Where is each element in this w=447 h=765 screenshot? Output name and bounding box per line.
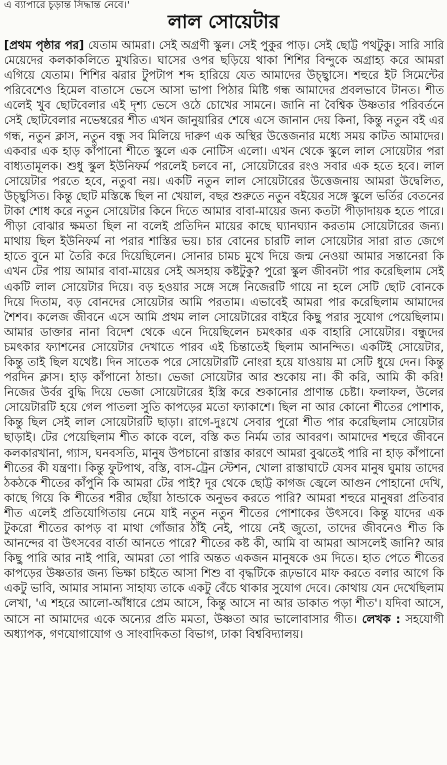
continuation-marker: [প্রথম পৃষ্ঠার পর] — [4, 38, 85, 52]
previous-column-text: এ ব্যাপারে চূড়ান্ত সিদ্ধান্ত নেবে।' — [4, 0, 130, 10]
article-text: যেতাম আমরা। সেই অগ্রণী স্কুল। সেই পুকুর পাড়। সেই ছোট্ট পথটুকু। সারি সারি মেয়েদের কলকাকলিতে মুখরিত। ঘাসের ওপর ছড়িয়ে থাকা শিশির বিন্দুকে অগ্রাহ্য করে আমরা এগিয়ে যেতাম। শিশির ঝরার টুপটাপ শব্দ হারিয়ে যেত আমাদের উচ্ছ্বাসে। শহুরে ইট সিমেন্টের পরিবেশেও হিমেল বাতাসে ভেসে আসা ভাপা পিঠার মিষ্টি গন্ধ আমাদের প্রবলভাবে টানত। শীত এলেই খুব ছোটবেলার এই দৃশ্য ভেসে ওঠে চোখের সামনে। জানি না বৈশ্বিক উষ্ণতার পরিবর্তনে সেই ছোটবেলার নভেম্বরের শীত এখন জানুয়ারির শেষে এসে জানান দেয় কিনা, কিন্তু নতুন বই এর গন্ধ, নতুন ক্লাস, নতুন বন্ধু সব মিলিয়ে দারুণ এক অস্থির উত্তেজনার মধ্যে সময় কাটত আমাদের। একবার এক হাড় কাঁপানো শীতে স্কুলে এক নোটিস এলো। এখন থেকে স্কুলে লাল সোয়েটার পরা বাধ্যতামূলক। শুধু স্কুল ইউনিফর্ম পরলেই চলবে না, সোয়েটারের রংও সবার এক হতে হবে। লাল সোয়েটার পরতে হবে, নতুবা নয়। একটি নতুন লাল সোয়েটারের উত্তেজনায় আমরা উদ্বেলিত, উচ্ছ্বসিত। কিন্তু ছোট মস্তিষ্কে ছিল না খেয়াল, বছর শুরুতে নতুন বইয়ের সঙ্গে স্কুলে ভর্তির বেতনের টাকা শোধ করে নতুন সোয়েটার কিনে দিতে আমার বাবা-মায়ের জন্য কতটা পীড়াদায়ক হতে পারে। পীড়া বোঝার ক্ষমতা ছিল না বলেই প্রতিদিন মায়ের কাছে ঘ্যানঘ্যান করতাম সোয়েটারের জন্য। মাথায় ছিল ইউনিফর্ম না পরার শাস্তির ভয়। চার বোনের চারটি লাল সোয়েটার সারা রাত জেগে হাতে বুনে মা তৈরি করে দিয়েছিলেন। সোনার চামচ মুখে দিয়ে জন্ম নেওয়া আমার সন্তানেরা কি এখন টের পায় আমার বাবা-মায়ের সেই অসহায় কষ্টটুকু? পুরো স্কুল জীবনটা পার করেছিলাম সেই একটি লাল সোয়েটার দিয়ে। বড় হওয়ার সঙ্গে সঙ্গে নিজেরটি গায়ে না হলে সেটি ছোট বোনকে দিয়ে দিতাম, বড় বোনদের সোয়েটার আমি পরতাম। এভাবেই আমরা পার করেছিলাম আমাদের শৈশব। কলেজ জীবনে এসে আমি প্রথম লাল সোয়েটারের বাইরে কিছু পরার সুযোগ পেয়েছিলাম। আমার ডাক্তার নানা বিদেশ থেকে এনে দিয়েছিলেন চমৎকার এক বাহারি সোয়েটার। বন্ধুদের চমৎকার ফ্যাশনের সোয়েটার দেখাতে পারব এই চিন্তাতেই ছিলাম আনন্দিত। একটিই সোয়েটার, কিন্তু তাই ছিল যথেষ্ট। দিন সাতেক পরে সোয়েটারটি নোংরা হয়ে যাওয়ায় মা সেটি ধুয়ে দেন। কিন্তু পরদিন ক্লাস। হাড় কাঁপানো ঠান্ডা। ভেজা সোয়েটার আর শুকোয় না। কী করি, আমি কী করি! নিজের উর্বর বুদ্ধি দিয়ে ভেজা সোয়েটারের ইস্ত্রি করে শুকানোর প্রাণান্ত চেষ্টা। ফলাফল, উলের সোয়েটারটি হয়ে গেল পাতলা সুতি কাপড়ের মতো ফ্যাকাশে। ছিল না আর কোনো শীতের পোশাক, কিন্তু ছিল সেই লাল সোয়েটারটি ছাড়া। রাগে-দুঃখে সেবার পুরো শীত পার করেছিলাম সোয়েটার ছাড়াই। টের পেয়েছিলাম শীত কাকে বলে, বস্তি কত নির্মম তার আবরণ। আমাদের শহুরে জীবনে কলকারখানা, গ্যাস, ঘনবসতি, মানুষ উপচানো রাস্তার কারণে আমরা বুঝতেই পারি না হাড় কাঁপানো শীতের কী যন্ত্রণা। কিন্তু ফুটপাথ, বস্তি, বাস-ট্রেন স্টেশন, খোলা রাস্তাঘাটে যেসব মানুষ ঘুমায় তাদের ঠকঠকে শীতের কাঁপুনি কি আমরা টের পাই? দূর থেকে ছোট্ট কাগজ জ্বেলে আগুন পোহানো দেখি, কাছে গিয়ে কি শীতের শরীর ছোঁয়া ঠান্ডাকে অনুভব করতে পারি? আমরা শহুরে মানুষরা প্রতিবার শীত এলেই প্রতিযোগিতায় নেমে যাই নতুন নতুন শীতের পোশাকের উৎসবে। কিন্তু যাদের এক টুকরো শীতের কাপড় বা মাথা গোঁজার ঠাঁই নেই, পায়ে নেই জুতো, তাদের জীবনেও শীত কি আনন্দের বা উৎসবের বার্তা আনতে পারে? শীতের কষ্ট কী, আমি বা আমরা আসলেই জানি? আর কিছু পারি আর নাই পারি, আমরা তো পারি অন্তত একজন মানুষকে ওম দিতে। হাত পেতে শীতের কাপড়ের উষ্ণতার জন্য ভিক্ষা চাইতে আসা শিশু বা বৃদ্ধটিকে রূঢ়ভাবে মাফ করতে বলার আগে কি একটু ভাবি, আমার সামান্য সাহায্য তাকে একটু বেঁচে থাকার সুযোগ দেবে। কোথায় যেন দেখেছিলাম লেখা, 'এ শহরে আলো-আঁধারে প্রেম আসে, কিন্তু আসে না আর ডাকাত পড়া শীত'। যদিবা আসে, আসে না আমাদের একে অন্যের প্রতি মমতা, উষ্ণতা আর ভালোবাসার গীত। — [4, 38, 444, 626]
author-affiliation: সহযোগী অধ্যাপক, গণযোগাযোগ ও সাংবাদিকতা বিভাগ, ঢাকা বিশ্ববিদ্যালয়। — [4, 611, 444, 641]
article-title: লাল সোয়েটার — [167, 11, 280, 33]
author-label: লেখক : — [362, 611, 401, 626]
article-paragraph — [4, 38, 444, 642]
article-body — [4, 38, 444, 765]
